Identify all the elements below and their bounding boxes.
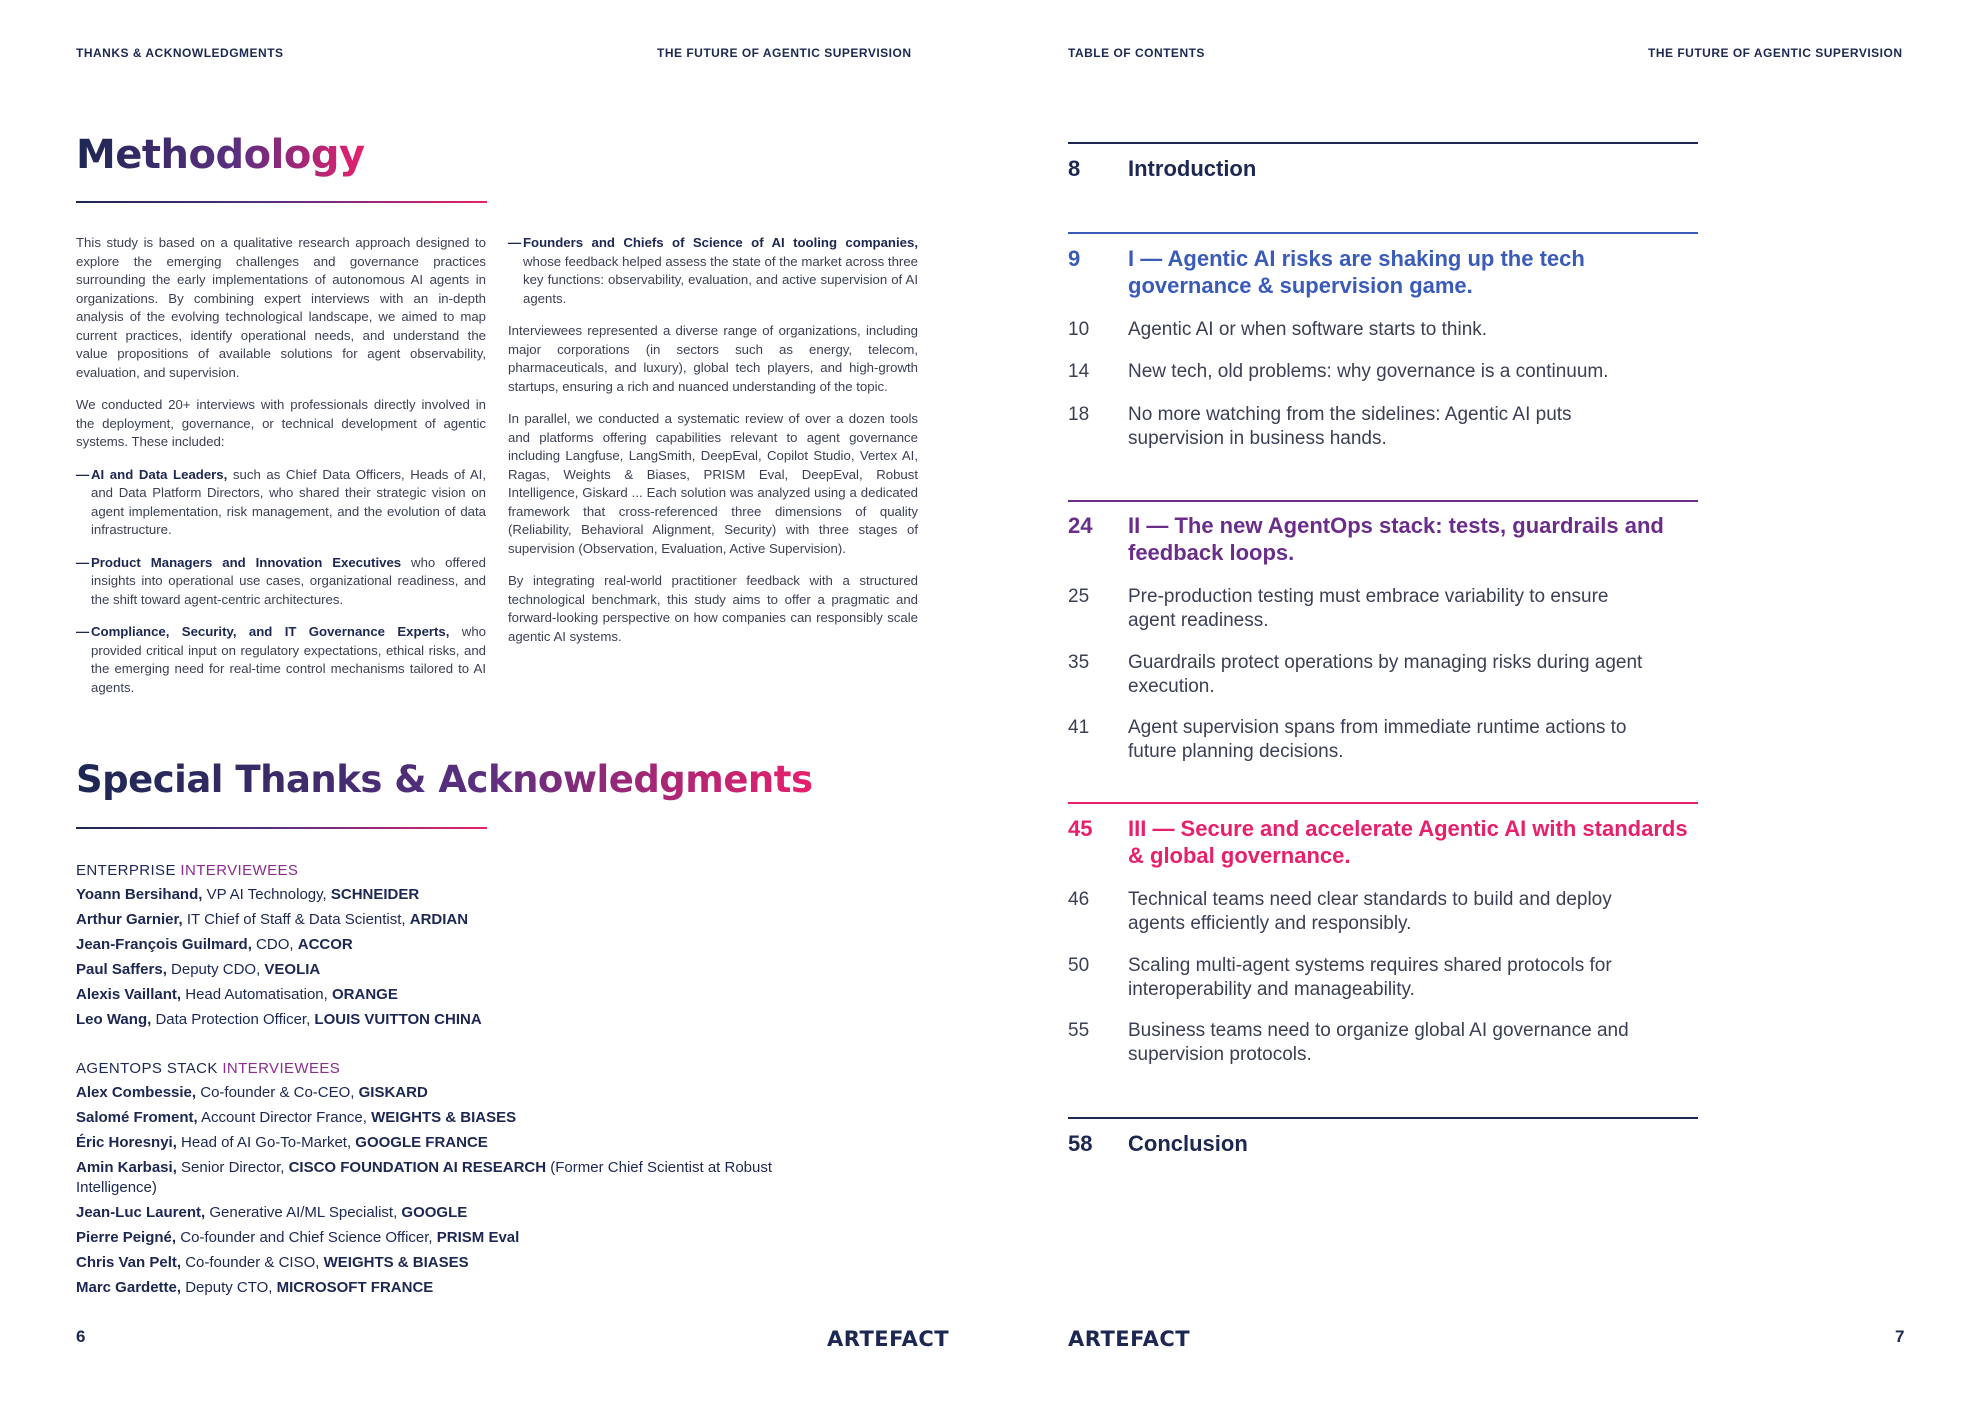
toc-title: II — The new AgentOps stack: tests, guardrails and feedback loops. bbox=[1128, 513, 1664, 565]
toc-page-number: 24 bbox=[1068, 513, 1093, 538]
artefact-logo: ARTEFACT bbox=[827, 1327, 950, 1351]
interviewee: Arthur Garnier, IT Chief of Staff & Data Scientist, ARDIAN bbox=[76, 911, 469, 928]
toc-page-number: 10 bbox=[1068, 319, 1090, 340]
toc-title: New tech, old problems: why governance is a continuum. bbox=[1128, 361, 1609, 382]
right-page bbox=[992, 0, 1984, 1403]
toc-title: III — Secure and accelerate Agentic AI with standards & global governance. bbox=[1128, 816, 1688, 868]
methodology-column-2 bbox=[508, 234, 918, 660]
toc-title: Scaling multi-agent systems requires shared protocols for interoperability and manageability. bbox=[1128, 955, 1612, 1000]
toc-page-number: 35 bbox=[1068, 652, 1090, 673]
bullet-dash: — bbox=[76, 554, 90, 570]
toc-title: I — Agentic AI risks are shaking up the tech governance & supervision game. bbox=[1128, 246, 1585, 298]
toc-page-number: 25 bbox=[1068, 586, 1090, 607]
interviewee: Jean-Luc Laurent, Generative AI/ML Specialist, GOOGLE bbox=[76, 1204, 468, 1221]
toc-title: No more watching from the sidelines: Agentic AI puts supervision in business hands. bbox=[1128, 404, 1572, 449]
methodology-column-1 bbox=[76, 234, 486, 711]
toc-page-number: 55 bbox=[1068, 1020, 1090, 1041]
enterprise-interviewees bbox=[76, 858, 856, 1035]
artefact-logo: ARTEFACT bbox=[1068, 1327, 1191, 1351]
methodology-title: Methodology bbox=[76, 132, 365, 178]
toc-page-number: 41 bbox=[1068, 717, 1090, 738]
interviewee: Marc Gardette, Deputy CTO, MICROSOFT FRANCE bbox=[76, 1279, 434, 1296]
toc-title: Introduction bbox=[1128, 156, 1257, 181]
toc-page-number: 18 bbox=[1068, 404, 1090, 425]
toc-page-number: 50 bbox=[1068, 955, 1090, 976]
bullet-lead: Compliance, Security, and IT Governance Experts, bbox=[91, 624, 450, 639]
thanks-title: Special Thanks & Acknowledgments bbox=[76, 758, 813, 801]
bullet-dash: — bbox=[76, 624, 90, 639]
running-head-title: THE FUTURE OF AGENTIC SUPERVISION bbox=[657, 46, 912, 60]
toc-page-number: 46 bbox=[1068, 889, 1090, 910]
bullet-lead: AI and Data Leaders, bbox=[91, 466, 228, 482]
enterprise-label: ENTERPRISE INTERVIEWEES bbox=[76, 862, 299, 879]
page-number: 6 bbox=[76, 1327, 86, 1346]
running-head-section: THANKS & ACKNOWLEDGMENTS bbox=[76, 46, 284, 60]
toc-page-number: 14 bbox=[1068, 361, 1090, 382]
interviewee: Yoann Bersihand, VP AI Technology, SCHNEIDER bbox=[76, 886, 420, 903]
toc-rule bbox=[1068, 802, 1698, 804]
toc-rule bbox=[1068, 232, 1698, 234]
toc-page-number: 9 bbox=[1068, 246, 1081, 271]
agentops-interviewees bbox=[76, 1056, 856, 1303]
bullet-text: such as Chief Data Officers, Heads of AI, and Data Platform Directors, who shared their strategic vision on agent implementation, risk management, and the evolution of data infrastructure. bbox=[91, 466, 487, 537]
bullet-lead: Founders and Chiefs of Science of AI tooling companies, bbox=[523, 235, 918, 250]
interviewee: Jean-François Guilmard, CDO, ACCOR bbox=[76, 936, 353, 953]
methodology-paragraph: We conducted 20+ interviews with professionals directly involved in the deployment, governance, or technical development of agentic systems. These included: bbox=[76, 397, 486, 449]
toc-title: Agent supervision spans from immediate runtime actions to future planning decisions. bbox=[1128, 717, 1627, 762]
bullet-lead: Product Managers and Innovation Executives bbox=[91, 554, 402, 570]
methodology-rule bbox=[76, 201, 487, 203]
toc-rule bbox=[1068, 500, 1698, 502]
methodology-paragraph: This study is based on a qualitative research approach designed to explore the emerging challenges and governance practices surrounding the early implementations of autonomous AI agents in organizations. By combining expert interviews with an in-depth analysis of the evolving technological landscape, we aimed to map current practices, identify operational needs, and understand the value propositions of available solutions for agent observability, evaluation, and supervision. bbox=[76, 235, 486, 380]
methodology-paragraph: In parallel, we conducted a systematic review of over a dozen tools and platforms offering capabilities relevant to agent governance including Langfuse, LangSmith, DeepEval, Copilot Studio, Vertex AI, Ragas, Weights & Biases, PRISM Eval, DeepEval, Robust Intelligence, Giskard ... Each solution was analyzed using a dedicated framework that cross-referenced three dimensions of quality (Reliability, Behavioral Alignment, Security) with three stages of supervision (Observation, Evaluation, Active Supervision). bbox=[508, 411, 918, 556]
toc-page-number: 8 bbox=[1068, 156, 1081, 181]
running-head-title: THE FUTURE OF AGENTIC SUPERVISION bbox=[1648, 46, 1903, 60]
bullet-text: who provided critical input on regulatory expectations, ethical risks, and the emerging need for real-time control mechanisms tailored to AI agents. bbox=[91, 624, 487, 695]
agentops-label: AGENTOPS STACK INTERVIEWEES bbox=[76, 1060, 341, 1077]
methodology-paragraph: Interviewees represented a diverse range of organizations, including major corporations (in sectors such as energy, telecom, pharmaceuticals, and luxury), global tech players, and high-growth startups, ensuring a rich and nuanced understanding of the topic. bbox=[508, 323, 918, 394]
interviewee: Éric Horesnyi, Head of AI Go-To-Market, GOOGLE FRANCE bbox=[76, 1134, 488, 1151]
page-number: 7 bbox=[1895, 1327, 1905, 1346]
toc-page-number: 45 bbox=[1068, 816, 1093, 841]
bullet-item bbox=[508, 234, 918, 308]
interviewee: Pierre Peigné, Co-founder and Chief Science Officer, PRISM Eval bbox=[76, 1229, 520, 1246]
bullet-item bbox=[76, 623, 486, 697]
toc-rule bbox=[1068, 1117, 1698, 1119]
toc-title: Conclusion bbox=[1128, 1131, 1248, 1156]
bullet-dash: — bbox=[76, 466, 90, 482]
bullet-item bbox=[76, 554, 486, 610]
bullet-text: whose feedback helped assess the state of the market across three key functions: observability, evaluation, and active supervision of AI agents. bbox=[523, 253, 918, 306]
interviewee: Amin Karbasi, Senior Director, CISCO FOUNDATION AI RESEARCH (Former Chief Scientist at Robust Intelligence) bbox=[76, 1159, 773, 1196]
bullet-dash: — bbox=[508, 235, 522, 250]
running-head-section: TABLE OF CONTENTS bbox=[1068, 46, 1205, 60]
toc-page-number: 58 bbox=[1068, 1131, 1093, 1156]
methodology-paragraph: By integrating real-world practitioner feedback with a structured technological benchmark, this study aims to offer a pragmatic and forward-looking perspective on how companies can responsibly scale agentic AI systems. bbox=[508, 573, 918, 644]
toc-title: Business teams need to organize global AI governance and supervision protocols. bbox=[1128, 1020, 1629, 1065]
interviewee: Paul Saffers, Deputy CDO, VEOLIA bbox=[76, 961, 321, 978]
bullet-text: who offered insights into operational use cases, organizational readiness, and the shift toward agent-centric architectures. bbox=[91, 554, 486, 607]
interviewee: Salomé Froment, Account Director France, WEIGHTS & BIASES bbox=[76, 1109, 517, 1126]
interviewee: Leo Wang, Data Protection Officer, LOUIS VUITTON CHINA bbox=[76, 1011, 482, 1028]
thanks-rule bbox=[76, 827, 487, 829]
toc-title: Guardrails protect operations by managing risks during agent execution. bbox=[1128, 652, 1643, 697]
toc-rule bbox=[1068, 142, 1698, 144]
bullet-item bbox=[76, 466, 486, 540]
toc-title: Technical teams need clear standards to build and deploy agents efficiently and responsibly. bbox=[1128, 889, 1612, 934]
toc-title: Pre-production testing must embrace variability to ensure agent readiness. bbox=[1128, 586, 1609, 631]
toc-title: Agentic AI or when software starts to think. bbox=[1128, 319, 1488, 340]
interviewee: Chris Van Pelt, Co-founder & CISO, WEIGHTS & BIASES bbox=[76, 1254, 469, 1271]
interviewee: Alexis Vaillant, Head Automatisation, ORANGE bbox=[76, 986, 398, 1003]
interviewee: Alex Combessie, Co-founder & Co-CEO, GISKARD bbox=[76, 1084, 428, 1101]
